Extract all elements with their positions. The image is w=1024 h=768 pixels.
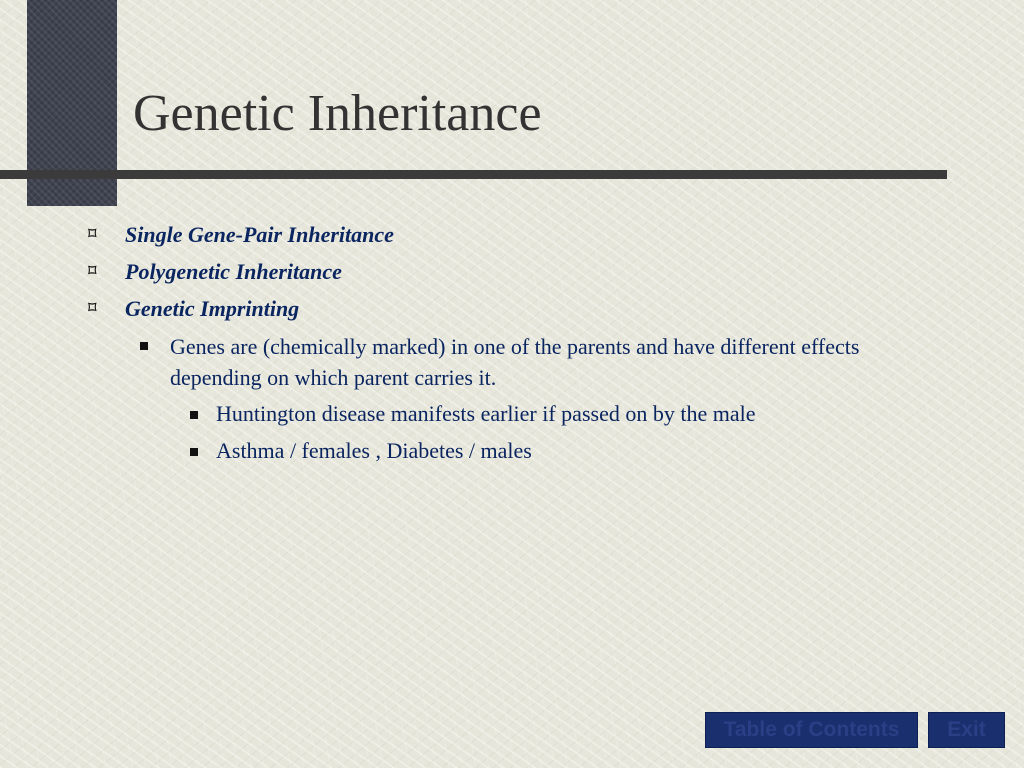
sub-sub-bullet-text: Asthma / females , Diabetes / males [216,438,532,463]
square-bullet-icon [140,342,148,350]
slide-title: Genetic Inheritance [133,85,542,142]
sub-bullet-item [140,331,900,393]
table-of-contents-button[interactable]: Table of Contents [705,712,918,748]
exit-button[interactable]: Exit [928,712,1005,748]
square-bullet-icon [190,448,198,456]
bullet-label: Polygenetic Inheritance [125,259,342,284]
square-bullet-icon [190,411,198,419]
bullet-icon: ⌑ [88,300,97,317]
bullet-label: Single Gene-Pair Inheritance [125,222,394,247]
sub-bullet-text: Genes are (chemically marked) in one of the parents and have different effects depending on which parent carries it. [170,334,860,390]
bullet-label: Genetic Imprinting [125,296,300,321]
title-divider [0,170,947,179]
bullet-icon: ⌑ [88,263,97,280]
sub-sub-bullet-text: Huntington disease manifests earlier if passed on by the male [216,401,756,426]
bullet-icon: ⌑ [88,226,97,243]
